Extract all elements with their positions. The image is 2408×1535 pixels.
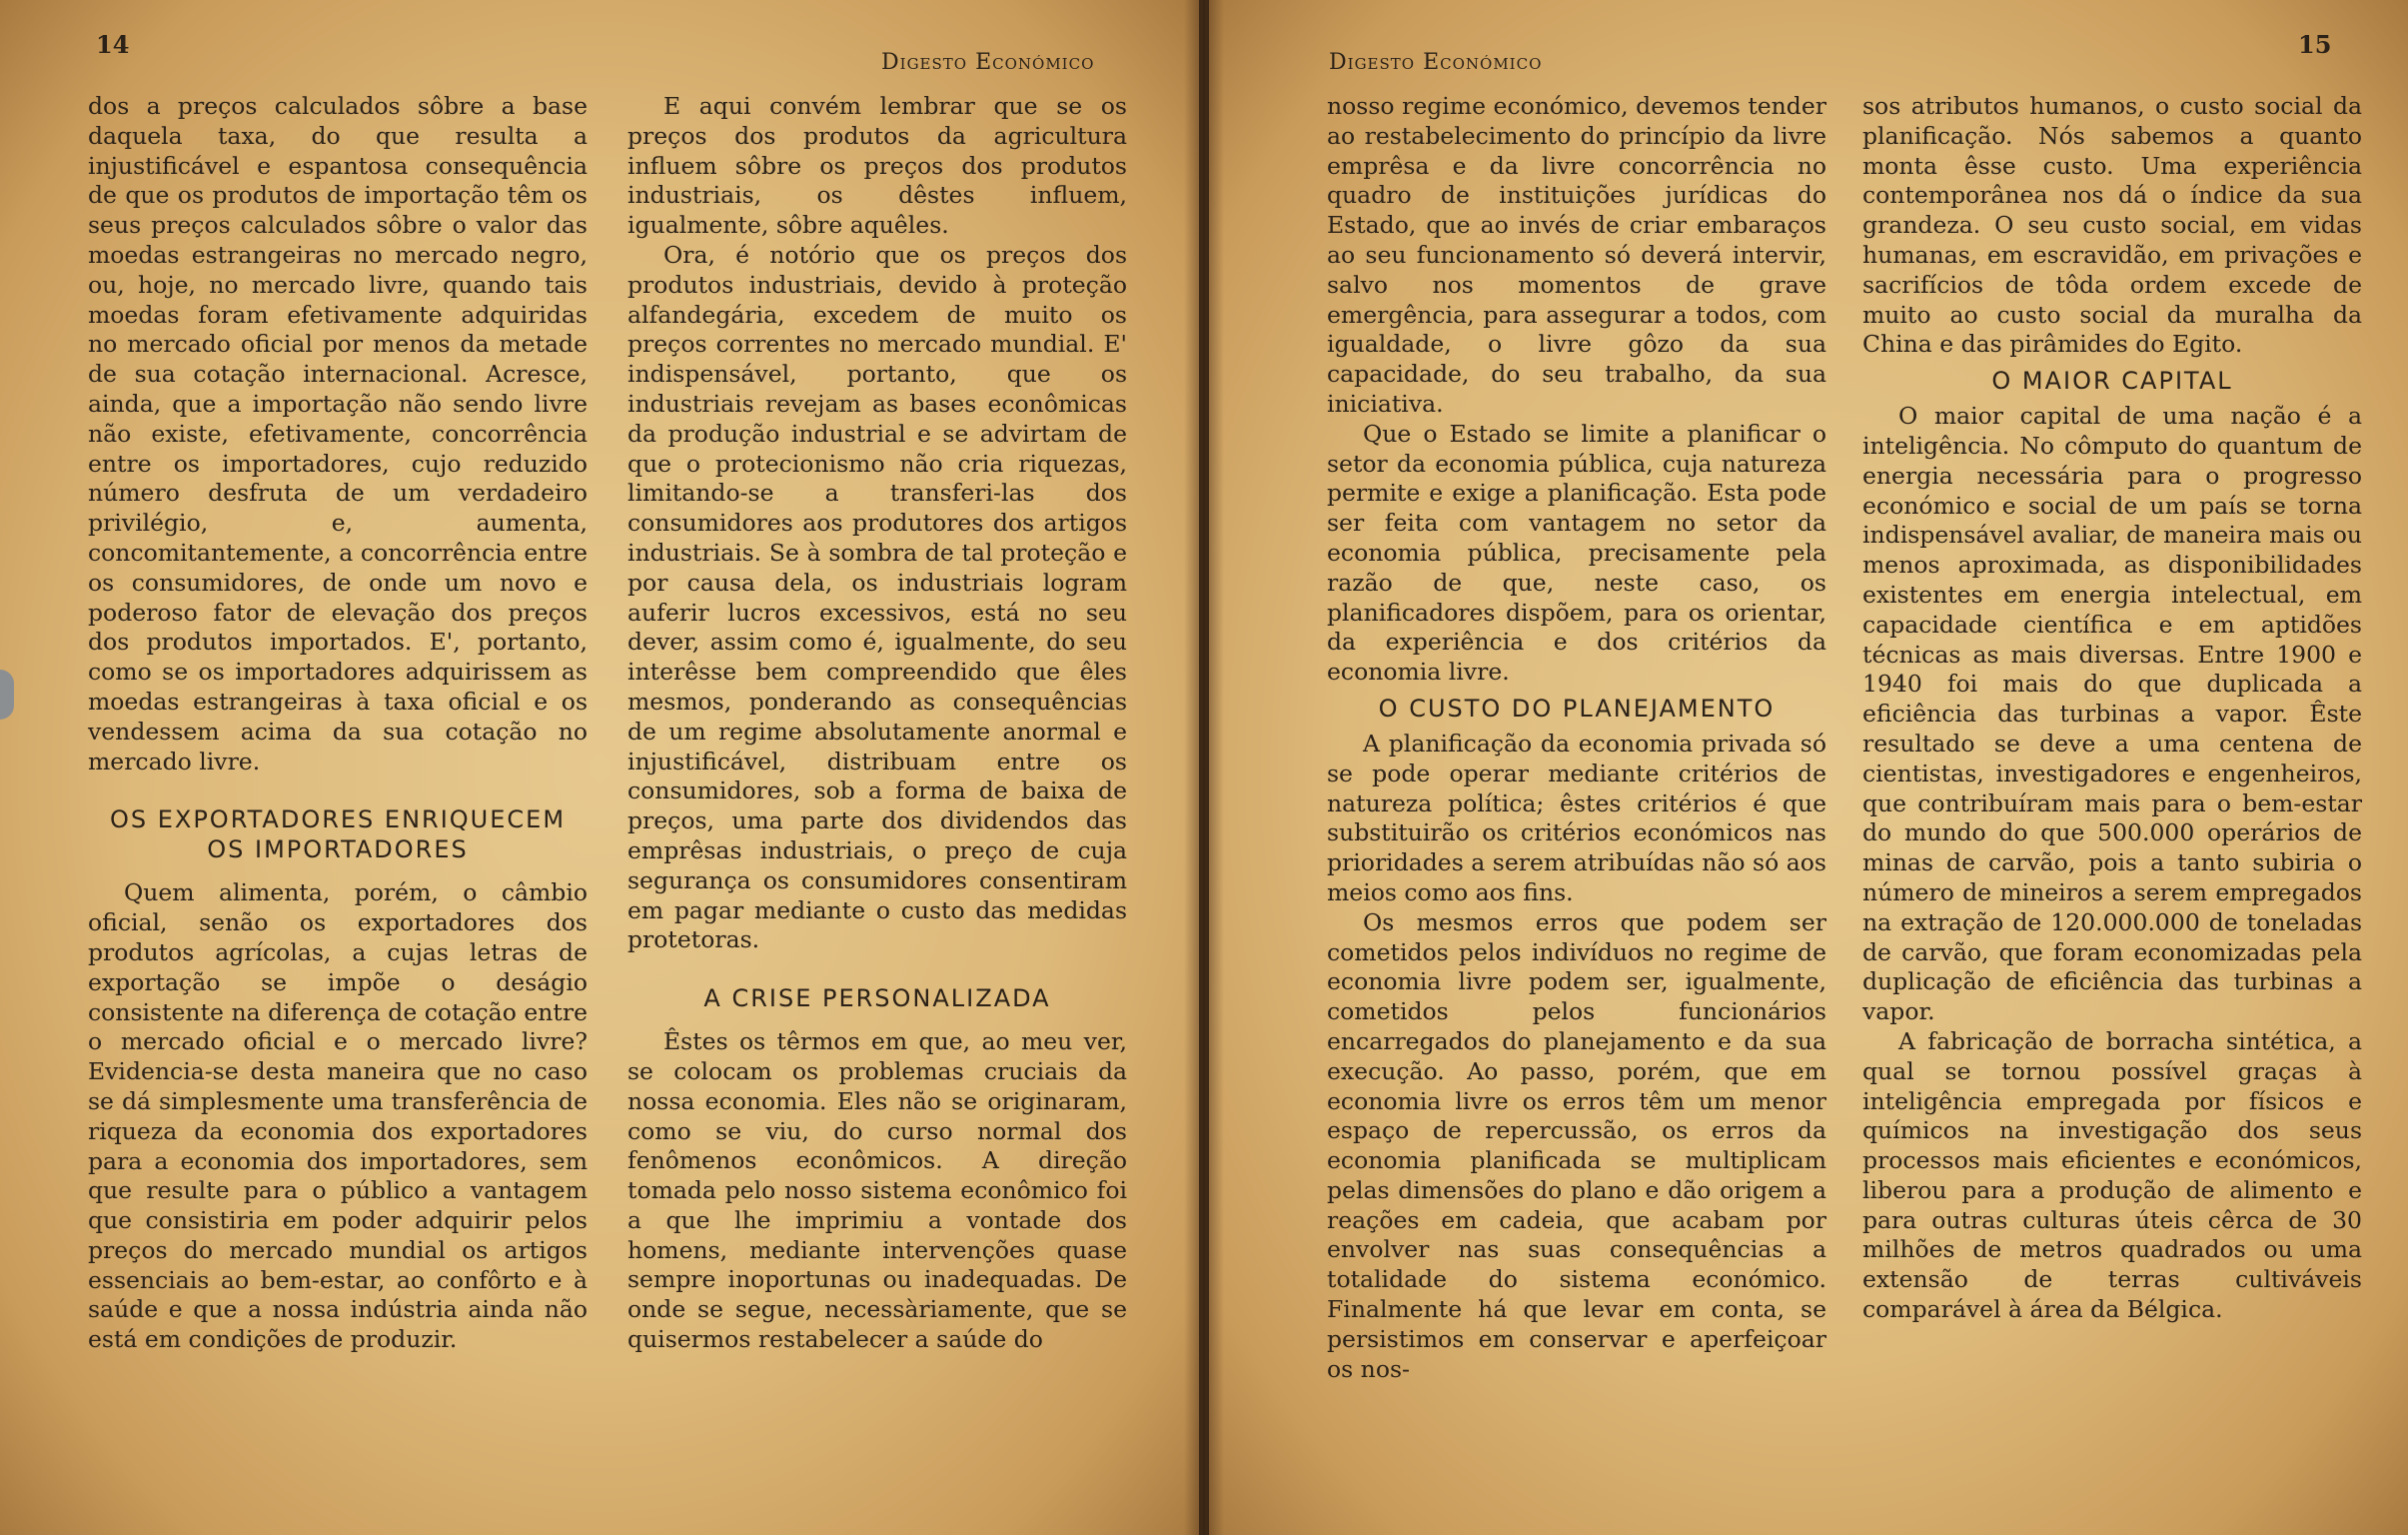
paragraph: Que o Estado se limite a planificar o setor da economia pública, cuja natureza permite e exige a planificação. Esta pode ser feita com vantagem no setor da economia pública, precisamente pela razão de que, neste caso, os planificadores dispõem, para os orientar, da experiência e dos critérios da economia livre. [1327, 419, 1826, 687]
paragraph: O maior capital de uma nação é a inteligência. No cômputo do quantum de energia necessária para o progresso económico e social de um país se torna indispensável avaliar, de maneira mais ou menos aproximada, as disponibilidades existentes em energia intelectual, em capacidade científica e em aptidões técnicas as mais diversas. Entre 1900 e 1940 foi mais do que duplicada a eficiência das turbinas a vapor. Êste resultado se deve a uma centena de cientistas, investigadores e engenheiros, que contribuíram mais para o bem-estar do mundo do que 500.000 operários de minas de carvão, pois a tanto subiria o número de mineiros a serem empregados na extração de 120.000.000 de toneladas de carvão, que foram economizadas pela duplicação de eficiência das turbinas a vapor. [1862, 402, 2362, 1026]
paragraph: Quem alimenta, porém, o câmbio oficial, senão os exportadores dos produtos agrícolas, a cujas letras de exportação se impõe o deságio consistente na diferença de cotação entre o mercado oficial e o mercado livre? Evidencia-se desta maneira que no caso se dá simplesmente uma transferência de riqueza da economia dos exportadores para a economia dos importadores, sem que resulte para o público a vantagem que consistiria em poder adquirir pelos preços do mercado mundial os artigos essenciais ao bem-estar, ao confôrto e à saúde e que a nossa indústria ainda não está em condições de produzir. [88, 878, 588, 1354]
section-heading: O MAIOR CAPITAL [1991, 367, 2233, 396]
section-heading: O CUSTO DO PLANEJAMENTO [1378, 694, 1776, 723]
paragraph: A fabricação de borracha sintética, a qual se tornou possível graças à inteligência empregada por físicos e químicos na investigação dos seus processos mais eficientes e económicos, liberou para a produção de alimento e para outras culturas úteis cêrca de 30 milhões de metros quadrados ou uma extensão de terras cultiváveis comparável à área da Bélgica. [1862, 1026, 2362, 1324]
paragraph: nosso regime económico, devemos tender ao restabelecimento do princípio da livre emprêsa e da livre concorrência no quadro de instituições jurídicas do Estado, que ao invés de criar embaraços ao seu funcionamento só deverá intervir, salvo nos momentos de grave emergência, para assegurar a todos, com igualdade, o livre gôzo da sua capacidade, do seu trabalho, da sua iniciativa. [1327, 92, 1826, 418]
paragraph: Ora, é notório que os preços dos produtos industriais, devido à proteção alfandegária, excedem de muito os preços correntes no mercado mundial. E' indispensável, portanto, que os industriais revejam as bases econômicas da produção industrial e se advirtam de que o protecionismo não cria riquezas, limitando-se a transferi-las dos consumidores aos produtores dos artigos industriais. Se à sombra de tal proteção e por causa dela, os industriais logram auferir lucros excessivos, está no seu dever, assim como é, igualmente, do seu interêsse bem compreendido que êles mesmos, ponderando as consequências de um regime absolutamente anormal e injustificável, distribuam entre os consumidores, sob a forma de baixa de preços, uma parte dos dividendos das emprêsas industriais, o preço de cuja segurança os consumidores consentiram em pagar mediante o custo das medidas protetoras. [627, 240, 1127, 954]
paragraph: E aqui convém lembrar que se os preços dos produtos da agricultura influem sôbre os preços dos produtos industriais, os dêstes influem, igualmente, sôbre aquêles. [627, 92, 1127, 240]
paragraph: dos a preços calculados sôbre a base daquela taxa, do que resulta a injustificável e espantosa consequência de que os produtos de importação têm os seus preços calculados sôbre o valor das moedas estrangeiras no mercado negro, ou, hoje, no mercado livre, quando tais moedas foram efetivamente adquiridas no mercado oficial por menos da metade de sua cotação internacional. Acresce, ainda, que a importação não sendo livre não existe, efetivamente, concorrência entre os importadores, cujo reduzido número desfruta de um verdadeiro privilégio, e, aumenta, concomitantemente, a concorrência entre os consumidores, de onde um novo e poderoso fator de elevação dos preços dos produtos importados. E', portanto, como se os importadores adquirissem as moedas estrangeiras à taxa oficial e os vendessem acima da sua cotação no mercado livre. [88, 92, 588, 775]
right-page [1209, 0, 2408, 1535]
page-number: 14 [96, 30, 130, 59]
paragraph: Êstes os têrmos em que, ao meu ver, se colocam os problemas cruciais da nossa economia. Eles não se originaram, como se viu, do curso normal dos fenômenos econômicos. A direção tomada pelo nosso sistema econômico foi a que lhe imprimiu a vontade dos homens, mediante intervenções quase sempre inoportunas ou inadequadas. De onde se segue, necessàriamente, que se quisermos restabelecer a saúde do [627, 1027, 1127, 1354]
paragraph: Os mesmos erros que podem ser cometidos pelos indivíduos no regime de economia livre podem ser, igualmente, cometidos pelos funcionários encarregados do planejamento e da sua execução. Ao passo, porém, que em economia livre os erros têm um menor espaço de repercussão, os erros da economia planificada se multiplicam pelas dimensões do plano e dão origem a reações em cadeia, que acabam por envolver nas suas consequências a totalidade do sistema económico. Finalmente há que levar em conta, se persistimos em conservar e aperfeiçoar os nos- [1327, 907, 1826, 1383]
left-page [0, 0, 1199, 1535]
binder-clip [0, 670, 14, 720]
paragraph: sos atributos humanos, o custo social da planificação. Nós sabemos a quanto monta êsse custo. Uma experiência contemporânea nos dá o índice da sua grandeza. O seu custo social, em vidas humanas, em escravidão, em privações e sacrifícios de tôda ordem excede de muito ao custo social da muralha da China e das pirâmides do Egito. [1862, 92, 2362, 359]
paragraph: A planificação da economia privada só se pode operar mediante critérios de natureza política; êstes critérios é que substituirão os critérios económicos nas prioridades a serem atribuídas não só aos meios como aos fins. [1327, 729, 1826, 906]
text-column [1862, 92, 2362, 1325]
page-number: 15 [2298, 30, 2332, 59]
book-gutter [1184, 0, 1224, 1535]
text-column [627, 92, 1127, 1355]
text-column [1327, 92, 1826, 1384]
section-heading: OS EXPORTADORES ENRIQUECEM OS IMPORTADORES [109, 805, 567, 864]
running-head: Digesto Económico [881, 50, 1095, 75]
text-column [88, 92, 588, 1355]
section-heading: A CRISE PERSONALIZADA [703, 984, 1051, 1013]
running-head: Digesto Económico [1329, 50, 1543, 75]
